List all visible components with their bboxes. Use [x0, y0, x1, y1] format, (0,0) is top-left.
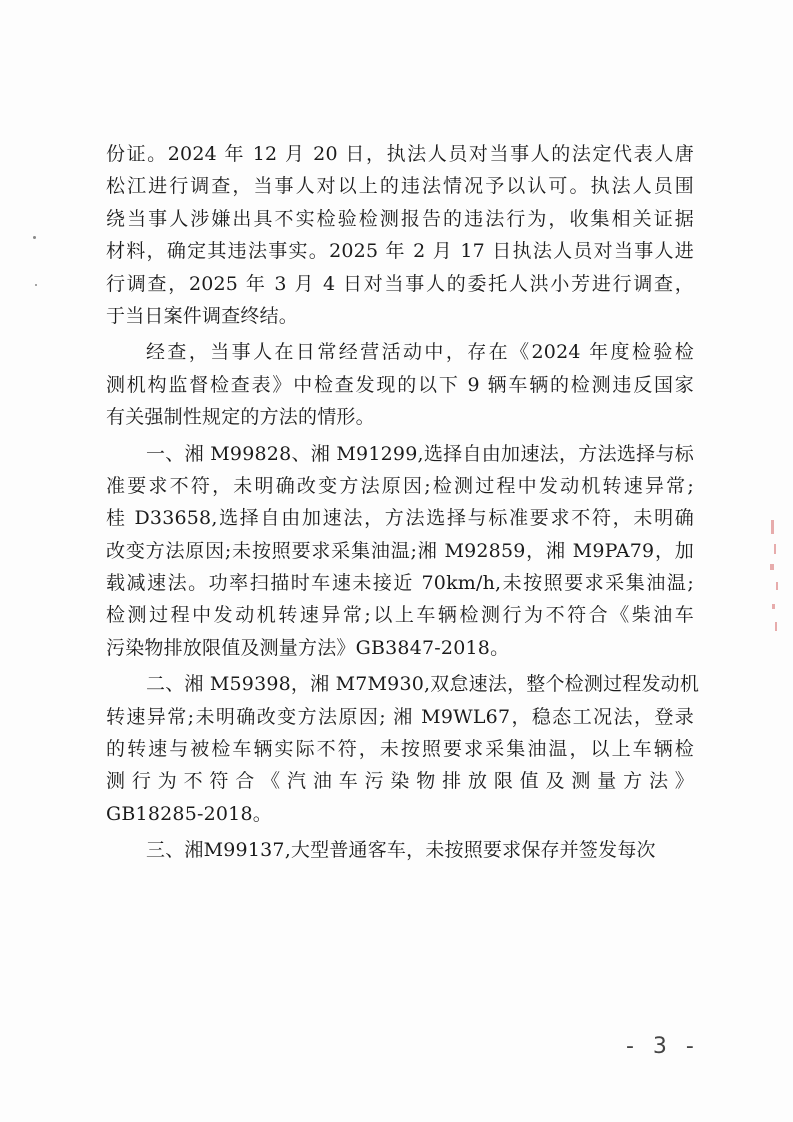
paragraph-item-three [106, 834, 694, 866]
paragraph-item-one [106, 438, 694, 665]
text-line: 经查，当事人在日常经营活动中，存在《2024 年度检验检 [146, 341, 694, 364]
scan-speck [35, 284, 37, 286]
text-line: 污染物排放限值及测量方法》GB3847-2018。 [106, 636, 510, 659]
text-line: 份证。2024 年 12 月 20 日，执法人员对当事人的法定代表人唐 [106, 143, 694, 165]
text-line: 载减速法。功率扫描时车速未接近 70km/h,未按照要求采集油温; [106, 572, 694, 595]
seal-edge-mark [767, 520, 785, 640]
text-line: 绕当事人涉嫌出具不实检验检测报告的违法行为，收集相关证据 [106, 207, 694, 230]
text-line: 桂 D33658,选择自由加速法，方法选择与标准要求不符，未明确 [106, 507, 694, 530]
page-number: - 3 - [626, 1034, 700, 1059]
text-line: 有关强制性规定的方法的情形。 [106, 406, 375, 429]
text-line: 一、湘 M99828、湘 M91299,选择自由加速法，方法选择与标 [146, 442, 694, 465]
paragraph-findings-intro [106, 336, 694, 433]
text-line: 三、湘M99137,大型普通客车，未按照要求保存并签发每次 [146, 839, 656, 862]
text-line: 改变方法原因;未按照要求采集油温;湘 M92859，湘 M9PA79，加 [106, 539, 694, 562]
paragraph-investigation [106, 138, 694, 332]
document-body [106, 138, 700, 867]
text-line: 二、湘 M59398，湘 M7M930,双怠速法，整个检测过程发动机 [146, 673, 700, 696]
text-line: 的转速与被检车辆实际不符，未按照要求采集油温，以上车辆检 [106, 738, 694, 761]
paragraph-item-two [106, 668, 700, 830]
text-line: 测行为不符合《汽油车污染物排放限值及测量方法》 [106, 770, 694, 793]
text-line: 转速异常;未明确改变方法原因; 湘 M9WL67，稳态工况法，登录 [106, 705, 694, 728]
text-line: GB18285-2018。 [106, 802, 272, 825]
scan-speck [33, 236, 36, 239]
text-line: 测机构监督检查表》中检查发现的以下 9 辆车辆的检测违反国家 [106, 373, 694, 396]
text-line: 行调查，2025 年 3 月 4 日对当事人的委托人洪小芳进行调查， [106, 272, 694, 295]
text-line: 准要求不符，未明确改变方法原因;检测过程中发动机转速异常; [106, 474, 694, 497]
text-line: 于当日案件调查终结。 [106, 304, 299, 327]
text-line: 检测过程中发动机转速异常;以上车辆检测行为不符合《柴油车 [106, 604, 694, 627]
text-line: 松江进行调查，当事人对以上的违法情况予以认可。执法人员围 [106, 175, 694, 198]
text-line: 材料，确定其违法事实。2025 年 2 月 17 日执法人员对当事人进 [106, 240, 694, 263]
